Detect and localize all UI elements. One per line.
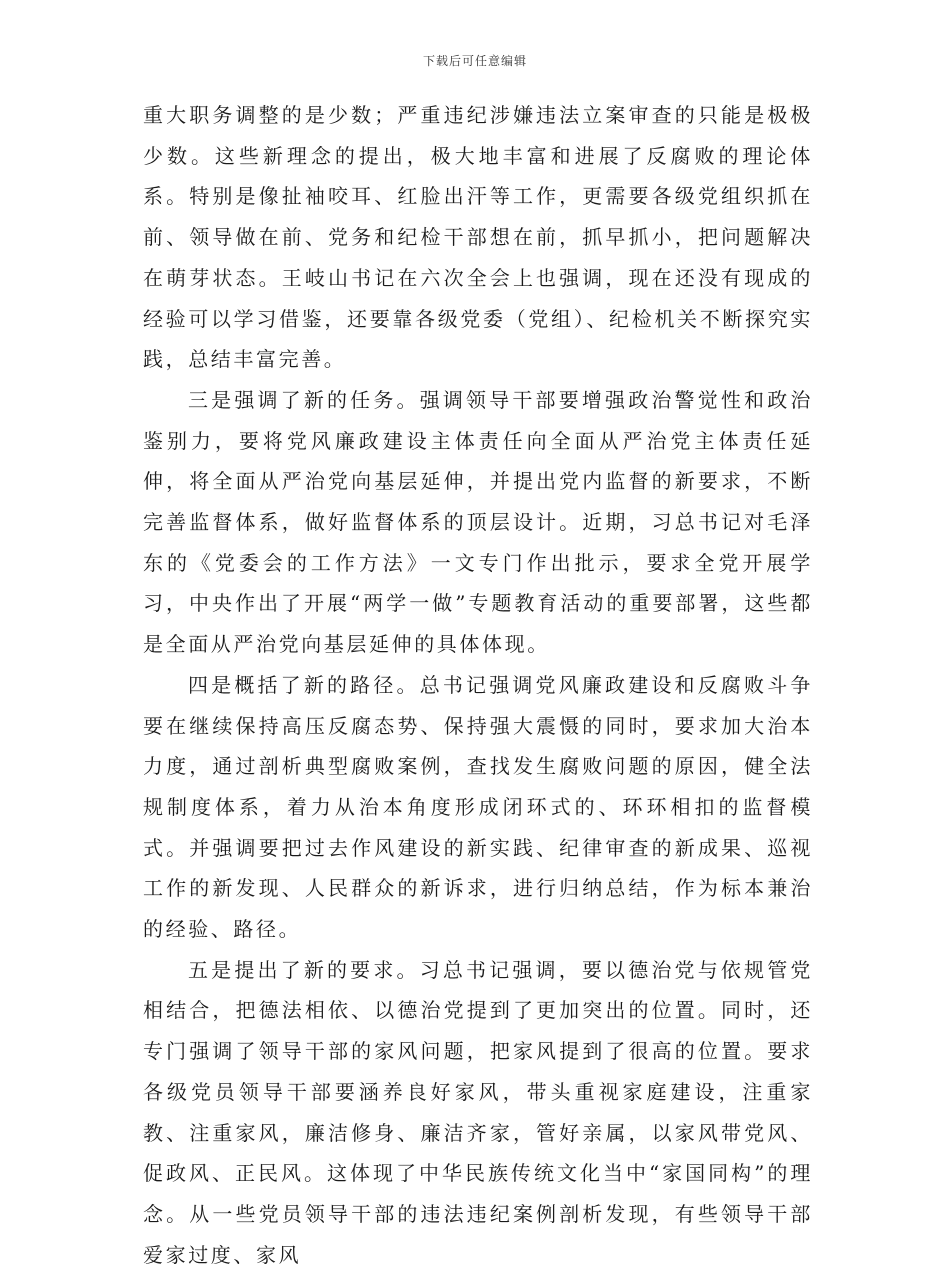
paragraph-3: 四是概括了新的路径。总书记强调党风廉政建设和反腐败斗争要在继续保持高压反腐态势、保持强大震慑的同时，要求加大治本力度，通过剖析典型腐败案例，查找发生腐败问题的原因，健全法规制度体系，着力从治本角度形成闭环式的、环环相扣的监督模式。并强调要把过去作风建设的新实践、纪律审查的新成果、巡视工作的新发现、人民群众的新诉求，进行归纳总结，作为标本兼治的经验、路径。 (143, 672, 813, 942)
document-body (143, 95, 813, 1275)
page-header: 下载后可任意编辑 (422, 54, 527, 68)
paragraph-2: 三是强调了新的任务。强调领导干部要增强政治警觉性和政治鉴别力，要将党风廉政建设主体责任向全面从严治党主体责任延伸，将全面从严治党向基层延伸，并提出党内监督的新要求，不断完善监督体系，做好监督体系的顶层设计。近期，习总书记对毛泽东的《党委会的工作方法》一文专门作出批示，要求全党开展学习，中央作出了开展“两学一做”专题教育活动的重要部署，这些都是全面从严治党向基层延伸的具体体现。 (143, 387, 813, 657)
paragraph-1: 重大职务调整的是少数；严重违纪涉嫌违法立案审查的只能是极极少数。这些新理念的提出，极大地丰富和进展了反腐败的理论体系。特别是像扯袖咬耳、红脸出汗等工作，更需要各级党组织抓在前、领导做在前、党务和纪检干部想在前，抓早抓小，把问题解决在萌芽状态。王岐山书记在六次全会上也强调，现在还没有现成的经验可以学习借鉴，还要靠各级党委（党组）、纪检机关不断探究实践，总结丰富完善。 (143, 103, 813, 372)
paragraph-4: 五是提出了新的要求。习总书记强调，要以德治党与依规管党相结合，把德法相依、以德治党提到了更加突出的位置。同时，还专门强调了领导干部的家风问题，把家风提到了很高的位置。要求各级党员领导干部要涵养良好家风，带头重视家庭建设，注重家教、注重家风，廉洁修身、廉洁齐家，管好亲属，以家风带党风、促政风、正民风。这体现了中华民族传统文化当中“家国同构”的理念。从一些党员领导干部的违法违纪案例剖析发现，有些领导干部爱家过度、家风 (143, 957, 813, 1267)
